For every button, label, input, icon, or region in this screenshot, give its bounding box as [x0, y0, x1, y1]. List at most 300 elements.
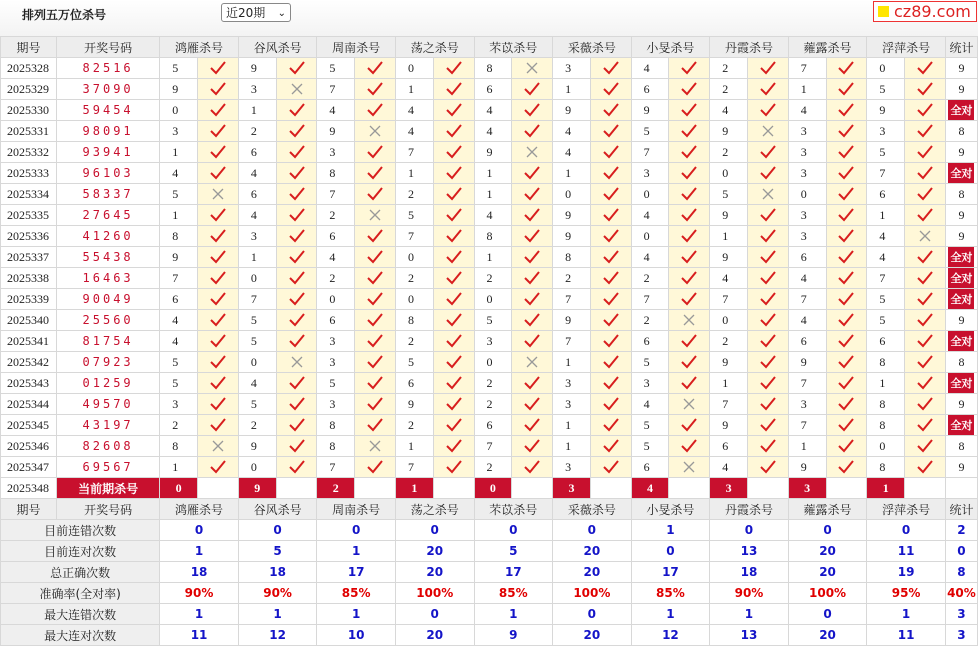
kill-value-cell: 8: [317, 415, 355, 436]
cross-mark-icon: [680, 312, 698, 328]
check-mark-icon: [680, 81, 698, 97]
stat-value: 9: [958, 144, 965, 159]
check-mark-icon: [837, 291, 855, 307]
kill-value-cell: 0: [710, 310, 748, 331]
kill-value-cell: 8: [317, 436, 355, 457]
kill-value-cell: 1: [395, 163, 433, 184]
cross-mark-icon: [523, 354, 541, 370]
check-mark-icon: [523, 207, 541, 223]
all-correct-badge: 全对: [948, 373, 974, 393]
table-row: [1, 205, 978, 226]
kill-value-cell: 0: [238, 268, 276, 289]
result-mark-cell: [826, 436, 867, 457]
header-expert: 周南杀号: [317, 499, 396, 520]
kill-value-cell: 3: [788, 121, 826, 142]
check-mark-icon: [523, 270, 541, 286]
header-expert: 丹霞杀号: [710, 499, 789, 520]
kill-value-cell: 4: [160, 310, 198, 331]
result-mark-cell: [748, 205, 789, 226]
check-mark-icon: [837, 396, 855, 412]
summary-value: 20: [395, 541, 474, 562]
kill-value-cell: 5: [867, 79, 905, 100]
check-mark-icon: [523, 375, 541, 391]
summary-value: 0: [238, 520, 317, 541]
kill-value-cell: 8: [317, 163, 355, 184]
stat-value: 9: [958, 207, 965, 222]
table-row: [1, 457, 978, 478]
check-mark-icon: [759, 165, 777, 181]
result-mark-cell: [748, 436, 789, 457]
kill-value-cell: 6: [238, 142, 276, 163]
result-mark-cell: [669, 205, 710, 226]
check-mark-icon: [602, 228, 620, 244]
summary-value: 17: [631, 562, 710, 583]
check-mark-icon: [680, 207, 698, 223]
result-mark-cell: [276, 394, 317, 415]
kill-value-cell: 5: [395, 352, 433, 373]
period-cell: 2025331: [1, 121, 57, 142]
summary-value: 100%: [788, 583, 867, 604]
result-mark-cell: [669, 79, 710, 100]
result-mark-cell: [433, 142, 474, 163]
summary-value: 20: [788, 625, 867, 646]
kill-value-cell: 2: [395, 184, 433, 205]
result-mark-cell: [433, 352, 474, 373]
stat-cell: [945, 289, 977, 310]
check-mark-icon: [523, 312, 541, 328]
draw-number-cell: 37090: [56, 79, 159, 100]
result-mark-cell: [433, 205, 474, 226]
period-cell: 2025347: [1, 457, 57, 478]
check-mark-icon: [759, 396, 777, 412]
summary-value: 5: [238, 541, 317, 562]
check-mark-icon: [366, 249, 384, 265]
check-mark-icon: [602, 186, 620, 202]
period-cell: 2025329: [1, 79, 57, 100]
kill-value-cell: 4: [788, 268, 826, 289]
kill-value-cell: 3: [631, 373, 669, 394]
result-mark-cell: [198, 58, 239, 79]
result-mark-cell: [748, 415, 789, 436]
summary-value: 100%: [395, 583, 474, 604]
check-mark-icon: [445, 60, 463, 76]
kill-value-cell: 0: [867, 436, 905, 457]
check-mark-icon: [680, 144, 698, 160]
table-row: [1, 184, 978, 205]
all-correct-badge: 全对: [948, 268, 974, 288]
summary-value: 1: [160, 541, 239, 562]
kill-value-cell: 0: [710, 163, 748, 184]
kill-value-cell: 3: [788, 205, 826, 226]
kill-value-cell: 0: [395, 247, 433, 268]
check-mark-icon: [680, 270, 698, 286]
result-mark-cell: [669, 163, 710, 184]
kill-value-cell: 3: [788, 226, 826, 247]
check-mark-icon: [759, 312, 777, 328]
kill-value-cell: 5: [867, 310, 905, 331]
header-expert: 荡之杀号: [395, 37, 474, 58]
kill-value-cell: 9: [710, 415, 748, 436]
kill-value-cell: 0: [867, 58, 905, 79]
kill-value-cell: 0: [474, 289, 512, 310]
summary-stat: 2: [945, 520, 977, 541]
kill-value-cell: 7: [317, 184, 355, 205]
current-empty-cell: [198, 478, 239, 499]
kill-value-cell: 1: [238, 100, 276, 121]
kill-value-cell: 9: [710, 121, 748, 142]
result-mark-cell: [826, 373, 867, 394]
check-mark-icon: [445, 144, 463, 160]
result-mark-cell: [669, 58, 710, 79]
all-correct-badge: 全对: [948, 100, 974, 120]
stat-value: 9: [958, 396, 965, 411]
result-mark-cell: [433, 289, 474, 310]
kill-value-cell: 3: [553, 394, 591, 415]
kill-value-cell: 5: [631, 352, 669, 373]
current-empty-cell: [590, 478, 631, 499]
result-mark-cell: [748, 79, 789, 100]
kill-value-cell: 8: [395, 310, 433, 331]
header-row: [1, 37, 978, 58]
result-mark-cell: [512, 415, 553, 436]
period-cell: 2025333: [1, 163, 57, 184]
summary-row: [1, 520, 978, 541]
kill-value-cell: 3: [317, 394, 355, 415]
kill-value-cell: 8: [474, 58, 512, 79]
result-mark-cell: [433, 373, 474, 394]
result-mark-cell: [198, 394, 239, 415]
result-mark-cell: [276, 457, 317, 478]
check-mark-icon: [523, 438, 541, 454]
summary-value: 0: [867, 520, 946, 541]
result-mark-cell: [669, 310, 710, 331]
result-mark-cell: [905, 394, 946, 415]
draw-number-cell: 41260: [56, 226, 159, 247]
result-mark-cell: [512, 184, 553, 205]
period-cell: 2025341: [1, 331, 57, 352]
kill-value-cell: 5: [238, 310, 276, 331]
result-mark-cell: [355, 289, 396, 310]
result-mark-cell: [826, 79, 867, 100]
draw-number-cell: 69567: [56, 457, 159, 478]
check-mark-icon: [602, 291, 620, 307]
check-mark-icon: [602, 312, 620, 328]
table-row: [1, 100, 978, 121]
table-row: [1, 226, 978, 247]
summary-value: 0: [395, 604, 474, 625]
check-mark-icon: [288, 207, 306, 223]
result-mark-cell: [826, 184, 867, 205]
stat-cell: [945, 142, 977, 163]
kill-value-cell: 0: [631, 226, 669, 247]
kill-value-cell: 1: [867, 205, 905, 226]
result-mark-cell: [198, 289, 239, 310]
result-mark-cell: [355, 310, 396, 331]
kill-value-cell: 7: [317, 79, 355, 100]
kill-value-cell: 3: [238, 226, 276, 247]
kill-value-cell: 3: [160, 394, 198, 415]
period-cell: 2025340: [1, 310, 57, 331]
kill-value-cell: 7: [395, 142, 433, 163]
check-mark-icon: [602, 417, 620, 433]
kill-value-cell: 9: [710, 205, 748, 226]
table-row: [1, 373, 978, 394]
check-mark-icon: [837, 249, 855, 265]
kill-value-cell: 8: [867, 352, 905, 373]
current-empty-cell: [355, 478, 396, 499]
check-mark-icon: [916, 312, 934, 328]
header-expert: 采薇杀号: [553, 37, 632, 58]
current-kill-cell: 9: [238, 478, 276, 499]
current-kill-cell: 4: [631, 478, 669, 499]
range-select[interactable]: [221, 3, 291, 22]
kill-value-cell: 5: [867, 142, 905, 163]
check-mark-icon: [837, 354, 855, 370]
result-mark-cell: [590, 142, 631, 163]
result-mark-cell: [826, 247, 867, 268]
result-mark-cell: [748, 100, 789, 121]
check-mark-icon: [209, 123, 227, 139]
result-mark-cell: [669, 121, 710, 142]
kill-value-cell: 1: [160, 142, 198, 163]
kill-value-cell: 5: [160, 352, 198, 373]
result-mark-cell: [748, 58, 789, 79]
period-cell: 2025339: [1, 289, 57, 310]
kill-value-cell: 8: [553, 247, 591, 268]
check-mark-icon: [209, 60, 227, 76]
summary-value: 20: [788, 562, 867, 583]
check-mark-icon: [759, 60, 777, 76]
result-mark-cell: [748, 142, 789, 163]
result-mark-cell: [198, 79, 239, 100]
result-mark-cell: [198, 415, 239, 436]
chevron-down-icon: ⌄: [277, 8, 286, 19]
kill-value-cell: 3: [474, 331, 512, 352]
result-mark-cell: [748, 394, 789, 415]
check-mark-icon: [916, 375, 934, 391]
current-kill-cell: 3: [553, 478, 591, 499]
check-mark-icon: [680, 249, 698, 265]
result-mark-cell: [276, 436, 317, 457]
result-mark-cell: [512, 310, 553, 331]
period-cell: 2025345: [1, 415, 57, 436]
check-mark-icon: [523, 102, 541, 118]
kill-value-cell: 4: [710, 268, 748, 289]
summary-value: 20: [788, 541, 867, 562]
check-mark-icon: [445, 417, 463, 433]
result-mark-cell: [355, 121, 396, 142]
kill-value-cell: 6: [317, 310, 355, 331]
kill-value-cell: 2: [710, 142, 748, 163]
check-mark-icon: [680, 417, 698, 433]
check-mark-icon: [366, 333, 384, 349]
check-mark-icon: [288, 270, 306, 286]
check-mark-icon: [837, 228, 855, 244]
stat-cell: [945, 394, 977, 415]
check-mark-icon: [680, 438, 698, 454]
check-mark-icon: [288, 417, 306, 433]
check-mark-icon: [366, 186, 384, 202]
result-mark-cell: [826, 415, 867, 436]
result-mark-cell: [748, 121, 789, 142]
result-mark-cell: [748, 268, 789, 289]
check-mark-icon: [916, 333, 934, 349]
result-mark-cell: [590, 394, 631, 415]
kill-number-table: [0, 36, 978, 646]
page-title: 排列五万位杀号: [22, 8, 107, 22]
check-mark-icon: [759, 291, 777, 307]
kill-value-cell: 4: [631, 247, 669, 268]
summary-row: [1, 625, 978, 646]
current-kill-cell: 0: [474, 478, 512, 499]
summary-value: 100%: [553, 583, 632, 604]
kill-value-cell: 2: [238, 415, 276, 436]
summary-value: 10: [317, 625, 396, 646]
result-mark-cell: [905, 247, 946, 268]
summary-value: 1: [631, 520, 710, 541]
result-mark-cell: [905, 100, 946, 121]
kill-value-cell: 1: [788, 79, 826, 100]
period-cell: 2025342: [1, 352, 57, 373]
kill-value-cell: 4: [395, 121, 433, 142]
kill-value-cell: 7: [788, 289, 826, 310]
kill-value-cell: 9: [238, 58, 276, 79]
check-mark-icon: [445, 375, 463, 391]
kill-value-cell: 7: [395, 226, 433, 247]
result-mark-cell: [748, 247, 789, 268]
result-mark-cell: [826, 268, 867, 289]
check-mark-icon: [759, 102, 777, 118]
summary-value: 85%: [631, 583, 710, 604]
check-mark-icon: [445, 270, 463, 286]
result-mark-cell: [905, 142, 946, 163]
kill-value-cell: 5: [238, 331, 276, 352]
result-mark-cell: [512, 394, 553, 415]
check-mark-icon: [602, 249, 620, 265]
check-mark-icon: [759, 459, 777, 475]
period-cell: 2025334: [1, 184, 57, 205]
result-mark-cell: [826, 394, 867, 415]
kill-value-cell: 1: [553, 415, 591, 436]
check-mark-icon: [288, 312, 306, 328]
table-row: [1, 121, 978, 142]
kill-value-cell: 7: [395, 457, 433, 478]
result-mark-cell: [826, 226, 867, 247]
kill-value-cell: 9: [553, 100, 591, 121]
check-mark-icon: [445, 438, 463, 454]
summary-value: 0: [553, 604, 632, 625]
current-empty-cell: [826, 478, 867, 499]
check-mark-icon: [916, 354, 934, 370]
stat-cell: [945, 436, 977, 457]
check-mark-icon: [288, 165, 306, 181]
kill-value-cell: 5: [238, 394, 276, 415]
summary-value: 1: [631, 604, 710, 625]
summary-label: 目前连错次数: [1, 520, 160, 541]
result-mark-cell: [276, 310, 317, 331]
result-mark-cell: [748, 184, 789, 205]
summary-row: [1, 541, 978, 562]
check-mark-icon: [916, 81, 934, 97]
period-cell: 2025330: [1, 100, 57, 121]
check-mark-icon: [523, 396, 541, 412]
summary-value: 5: [474, 541, 553, 562]
result-mark-cell: [512, 352, 553, 373]
kill-value-cell: 4: [867, 247, 905, 268]
result-mark-cell: [748, 352, 789, 373]
result-mark-cell: [748, 289, 789, 310]
summary-label: 总正确次数: [1, 562, 160, 583]
summary-value: 95%: [867, 583, 946, 604]
check-mark-icon: [209, 144, 227, 160]
summary-value: 0: [710, 520, 789, 541]
result-mark-cell: [590, 121, 631, 142]
table-row: [1, 310, 978, 331]
summary-value: 20: [395, 562, 474, 583]
result-mark-cell: [276, 100, 317, 121]
stat-cell: [945, 457, 977, 478]
check-mark-icon: [288, 291, 306, 307]
summary-value: 18: [238, 562, 317, 583]
table-row: [1, 58, 978, 79]
check-mark-icon: [366, 354, 384, 370]
current-kill-cell: 0: [160, 478, 198, 499]
summary-value: 13: [710, 541, 789, 562]
summary-value: 11: [867, 625, 946, 646]
stat-cell: [945, 163, 977, 184]
result-mark-cell: [198, 226, 239, 247]
kill-value-cell: 2: [395, 268, 433, 289]
period-cell: 2025346: [1, 436, 57, 457]
summary-value: 1: [238, 604, 317, 625]
kill-value-cell: 4: [395, 100, 433, 121]
result-mark-cell: [826, 142, 867, 163]
result-mark-cell: [512, 121, 553, 142]
check-mark-icon: [445, 291, 463, 307]
result-mark-cell: [433, 184, 474, 205]
check-mark-icon: [916, 207, 934, 223]
result-mark-cell: [198, 205, 239, 226]
result-mark-cell: [355, 415, 396, 436]
current-label-cell: 当前期杀号: [56, 478, 159, 499]
result-mark-cell: [748, 331, 789, 352]
check-mark-icon: [288, 438, 306, 454]
result-mark-cell: [590, 331, 631, 352]
result-mark-cell: [905, 310, 946, 331]
header-expert: 丹霞杀号: [710, 37, 789, 58]
header-expert: 浮萍杀号: [867, 499, 946, 520]
draw-number-cell: 59454: [56, 100, 159, 121]
check-mark-icon: [445, 81, 463, 97]
check-mark-icon: [837, 144, 855, 160]
kill-value-cell: 4: [238, 205, 276, 226]
all-correct-badge: 全对: [948, 247, 974, 267]
check-mark-icon: [288, 186, 306, 202]
check-mark-icon: [209, 459, 227, 475]
result-mark-cell: [590, 226, 631, 247]
table-row: [1, 415, 978, 436]
check-mark-icon: [759, 249, 777, 265]
check-mark-icon: [602, 354, 620, 370]
kill-value-cell: 4: [710, 457, 748, 478]
check-mark-icon: [288, 459, 306, 475]
result-mark-cell: [276, 331, 317, 352]
check-mark-icon: [759, 207, 777, 223]
site-logo[interactable]: [873, 1, 977, 22]
result-mark-cell: [276, 121, 317, 142]
check-mark-icon: [209, 228, 227, 244]
summary-value: 90%: [160, 583, 239, 604]
